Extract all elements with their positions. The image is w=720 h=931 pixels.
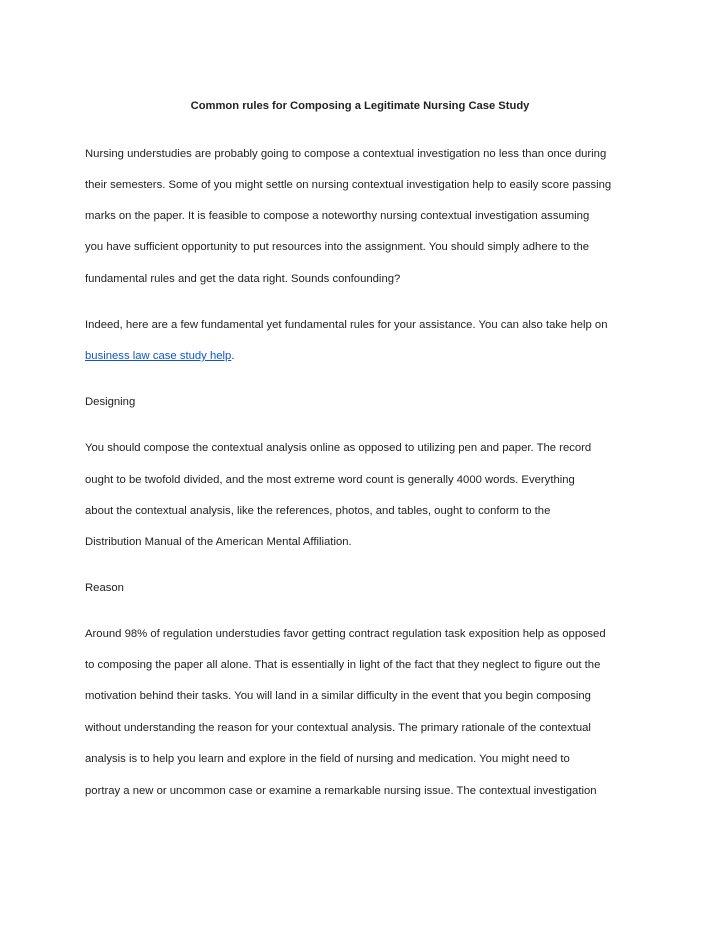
paragraph-1-line-1: Nursing understudies are probably going to compose a contextual investigation no less than once during xyxy=(85,148,607,160)
paragraph-4-line-2: to composing the paper all alone. That is essentially in light of the fact that they neglect to figure out the xyxy=(85,659,601,671)
paragraph-1-line-4: you have sufficient opportunity to put resources into the assignment. You should simply adhere to the xyxy=(85,241,590,253)
paragraph-4-line-4: without understanding the reason for your contextual analysis. The primary rationale of the contextual xyxy=(85,722,591,734)
paragraph-3-line-3: about the contextual analysis, like the references, photos, and tables, ought to conform to the xyxy=(85,505,551,517)
paragraph-4-line-6: portray a new or uncommon case or examine a remarkable nursing issue. The contextual investigation xyxy=(85,785,597,797)
paragraph-4-line-5: analysis is to help you learn and explore in the field of nursing and medication. You might need to xyxy=(85,753,570,765)
paragraph-4-line-1: Around 98% of regulation understudies favor getting contract regulation task exposition help as opposed xyxy=(85,628,606,640)
page-title: Common rules for Composing a Legitimate Nursing Case Study xyxy=(190,100,530,112)
paragraph-3-line-2: ought to be twofold divided, and the most extreme word count is generally 4000 words. Everything xyxy=(85,474,575,486)
paragraph-2-line-1: Indeed, here are a few fundamental yet fundamental rules for your assistance. You can also take help on xyxy=(85,319,608,331)
paragraph-1-line-5: fundamental rules and get the data right. Sounds confounding? xyxy=(85,273,401,285)
paragraph-3-line-4: Distribution Manual of the American Mental Affiliation. xyxy=(85,536,352,548)
paragraph-2-line-2 xyxy=(85,348,234,364)
paragraph-3-line-1: You should compose the contextual analysis online as opposed to utilizing pen and paper. The record xyxy=(85,442,592,454)
paragraph-1-line-2: their semesters. Some of you might settle on nursing contextual investigation help to easily score passing xyxy=(85,179,612,191)
paragraph-1-line-3: marks on the paper. It is feasible to compose a noteworthy nursing contextual investigation assuming xyxy=(85,210,590,222)
section-heading-designing: Designing xyxy=(85,396,136,408)
business-law-link[interactable]: business law case study help xyxy=(85,350,232,362)
link-suffix: . xyxy=(231,350,235,362)
paragraph-4-line-3: motivation behind their tasks. You will land in a similar difficulty in the event that you begin composing xyxy=(85,690,591,702)
section-heading-reason: Reason xyxy=(85,582,124,594)
